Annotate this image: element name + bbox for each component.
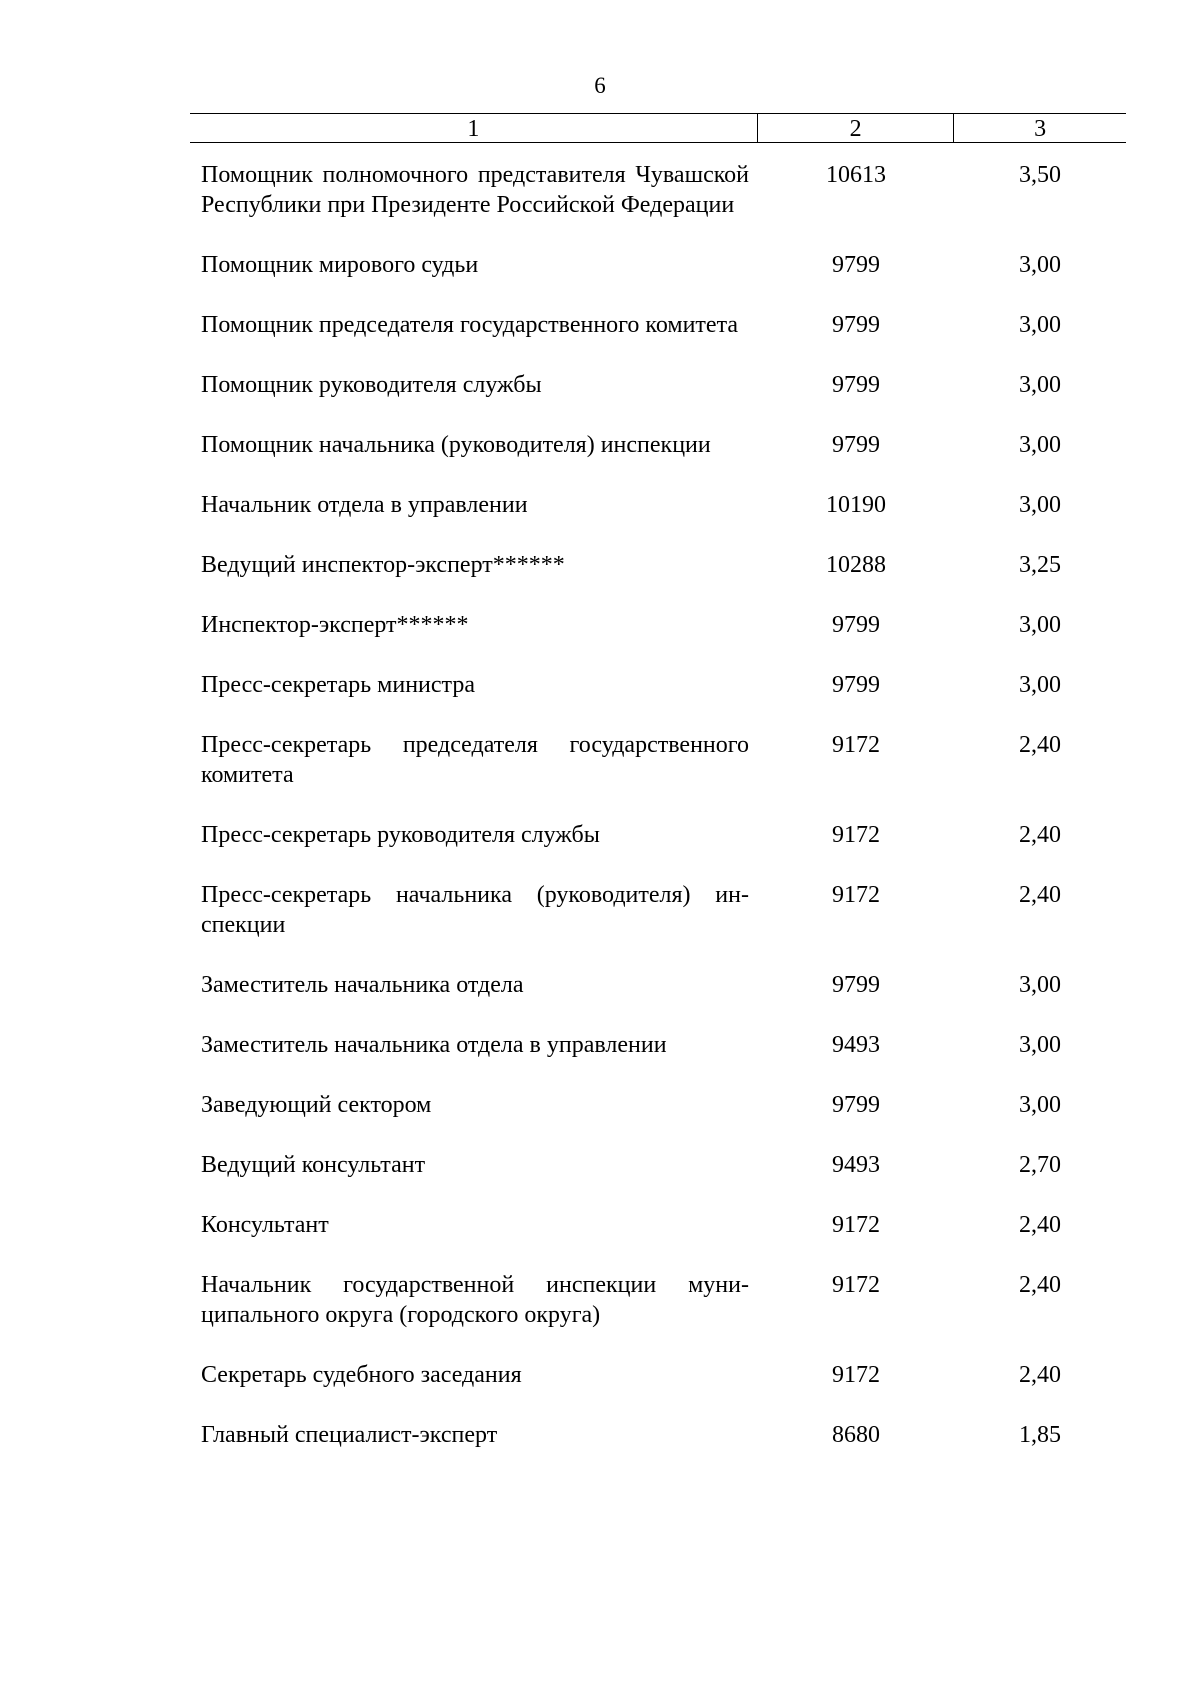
salary-value: 9172 [832, 1212, 880, 1238]
salary-value: 9799 [832, 1092, 880, 1118]
position-name: Ведущий консультант [201, 1152, 426, 1178]
position-name: Начальник государственной инспекции муниципального округа (городского округа) [201, 1272, 749, 1328]
table-row [190, 430, 1126, 460]
coefficient-value: 3,00 [1019, 972, 1061, 998]
position-name: Начальник отдела в управлении [201, 492, 528, 518]
coefficient-value: 2,40 [1019, 1212, 1061, 1238]
salary-value: 10288 [826, 552, 886, 578]
salary-value: 9493 [832, 1152, 880, 1178]
coefficient-value: 2,40 [1019, 1362, 1061, 1388]
salary-value: 9493 [832, 1032, 880, 1058]
position-name: Инспектор-эксперт****** [201, 612, 469, 638]
position-name: Ведущий инспектор-эксперт****** [201, 552, 565, 578]
table-row [190, 370, 1126, 400]
position-name: Пресс-секретарь министра [201, 672, 475, 698]
table-row [190, 610, 1126, 640]
coefficient-value: 2,40 [1019, 822, 1061, 848]
salary-value: 10190 [826, 492, 886, 518]
position-name: Главный специалист-эксперт [201, 1422, 498, 1448]
table-row [190, 1030, 1126, 1060]
column-header-2: 2 [757, 114, 954, 142]
salary-value: 9799 [832, 372, 880, 398]
table-header [190, 113, 1126, 143]
table-body [190, 160, 1126, 1450]
coefficient-value: 1,85 [1019, 1422, 1061, 1448]
column-header-3: 3 [953, 114, 1126, 142]
position-name: Консультант [201, 1212, 329, 1238]
position-name: Заведующий сектором [201, 1092, 432, 1118]
salary-value: 9799 [832, 312, 880, 338]
position-name: Секретарь судебного заседания [201, 1362, 522, 1388]
position-name: Помощник мирового судьи [201, 252, 479, 278]
coefficient-value: 3,00 [1019, 252, 1061, 278]
coefficient-value: 3,00 [1019, 612, 1061, 638]
coefficient-value: 2,70 [1019, 1152, 1061, 1178]
position-name: Пресс-секретарь руководителя службы [201, 822, 600, 848]
table-row [190, 880, 1126, 940]
coefficient-value: 2,40 [1019, 1272, 1061, 1298]
salary-value: 9172 [832, 732, 880, 758]
position-name: Помощник полномочного представителя Чувашской Республики при Президенте Российской Федерации [201, 162, 749, 218]
column-header-1: 1 [467, 116, 480, 142]
table-row [190, 160, 1126, 220]
coefficient-value: 3,00 [1019, 492, 1061, 518]
table-row [190, 1270, 1126, 1330]
position-name: Помощник начальника (руководителя) инспекции [201, 432, 711, 458]
table-row [190, 550, 1126, 580]
coefficient-value: 3,00 [1019, 432, 1061, 458]
coefficient-value: 3,50 [1019, 162, 1061, 188]
coefficient-value: 2,40 [1019, 732, 1061, 758]
salary-value: 9799 [832, 252, 880, 278]
salary-value: 9172 [832, 822, 880, 848]
position-name: Помощник руководителя службы [201, 372, 542, 398]
coefficient-value: 3,00 [1019, 372, 1061, 398]
coefficient-value: 2,40 [1019, 882, 1061, 908]
page-number: 6 [594, 73, 606, 98]
position-name: Пресс-секретарь председателя государственного комитета [201, 732, 749, 788]
coefficient-value: 3,00 [1019, 312, 1061, 338]
table-row [190, 670, 1126, 700]
position-name: Заместитель начальника отдела в управлении [201, 1032, 667, 1058]
salary-value: 8680 [832, 1422, 880, 1448]
position-name: Помощник председателя государственного комитета [201, 312, 738, 338]
salary-value: 9799 [832, 672, 880, 698]
table-row [190, 970, 1126, 1000]
salary-value: 9172 [832, 882, 880, 908]
table-row [190, 820, 1126, 850]
salary-value: 9799 [832, 972, 880, 998]
salary-value: 10613 [826, 162, 886, 188]
table-row [190, 490, 1126, 520]
salary-table [190, 113, 1126, 1450]
coefficient-value: 3,00 [1019, 1092, 1061, 1118]
coefficient-value: 3,00 [1019, 1032, 1061, 1058]
table-row [190, 1420, 1126, 1450]
salary-value: 9799 [832, 432, 880, 458]
table-row [190, 310, 1126, 340]
table-row [190, 1090, 1126, 1120]
table-row [190, 1360, 1126, 1390]
salary-value: 9172 [832, 1272, 880, 1298]
salary-value: 9172 [832, 1362, 880, 1388]
coefficient-value: 3,00 [1019, 672, 1061, 698]
coefficient-value: 3,25 [1019, 552, 1061, 578]
position-name: Пресс-секретарь начальника (руководителя) инспекции [201, 882, 749, 938]
salary-value: 9799 [832, 612, 880, 638]
table-row [190, 1210, 1126, 1240]
table-row [190, 1150, 1126, 1180]
table-row [190, 250, 1126, 280]
position-name: Заместитель начальника отдела [201, 972, 524, 998]
table-row [190, 730, 1126, 790]
